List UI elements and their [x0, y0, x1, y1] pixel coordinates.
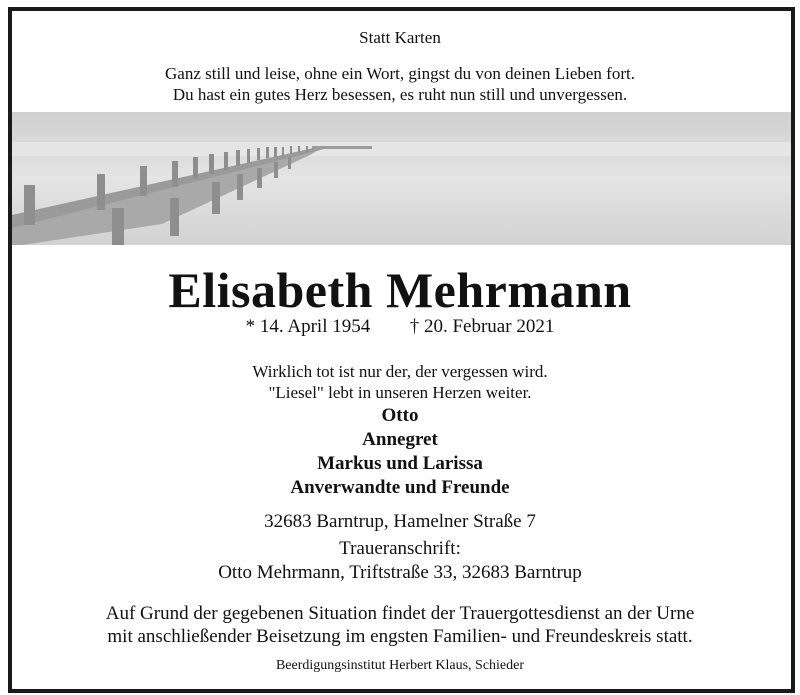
pier-photo — [12, 112, 791, 245]
notice-line-1: Auf Grund der gegebenen Situation findet der Trauergottesdienst an der Urne — [105, 603, 695, 624]
family-address: 32683 Barntrup, Hamelner Straße 7 — [264, 511, 536, 532]
mourning-address-label: Traueranschrift: — [339, 538, 461, 559]
death-date: † 20. Februar 2021 — [409, 316, 555, 337]
life-dates — [0, 316, 800, 338]
quote-line-2: "Liesel" lebt in unseren Herzen weiter. — [268, 383, 532, 402]
poem-line-1: Ganz still und leise, ohne ein Wort, gingst du von deinen Lieben fort. — [165, 64, 635, 83]
obituary-frame — [8, 7, 795, 693]
mourner-1: Otto — [381, 405, 419, 426]
quote-line-1: Wirklich tot ist nur der, der vergessen wird. — [252, 362, 548, 381]
header-text: Statt Karten — [359, 28, 441, 47]
poem-line-2: Du hast ein gutes Herz besessen, es ruht nun still und unvergessen. — [172, 85, 628, 104]
deceased-name: Elisabeth Mehrmann — [168, 262, 632, 318]
mourning-address: Otto Mehrmann, Triftstraße 33, 32683 Barntrup — [218, 562, 582, 583]
mourner-3: Markus und Larissa — [317, 453, 483, 474]
birth-date: * 14. April 1954 — [245, 316, 371, 337]
notice-line-2: mit anschließender Beisetzung im engsten Familien- und Freundeskreis statt. — [107, 626, 693, 647]
mourner-2: Annegret — [362, 429, 438, 450]
mourner-4: Anverwandte und Freunde — [290, 477, 510, 498]
funeral-home: Beerdigungsinstitut Herbert Klaus, Schieder — [275, 658, 525, 673]
